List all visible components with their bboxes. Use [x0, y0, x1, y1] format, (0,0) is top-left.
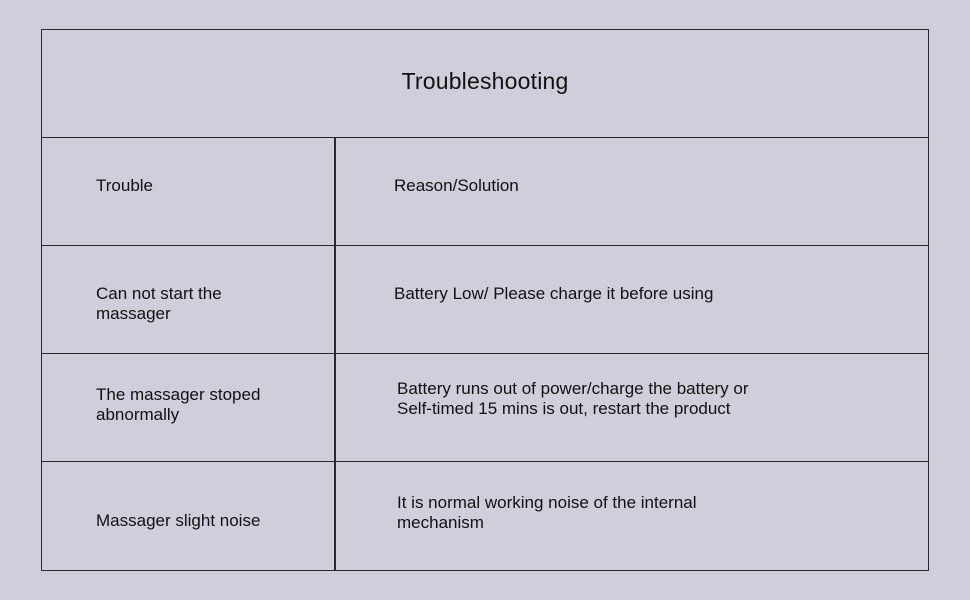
trouble-cell: The massager stoped abnormally [96, 385, 261, 424]
header-trouble: Trouble [96, 176, 154, 195]
troubleshooting-table [41, 29, 929, 571]
table-title: Troubleshooting [401, 68, 569, 94]
table-row [42, 246, 928, 354]
table-row [42, 462, 928, 570]
solution-cell: Battery runs out of power/charge the battery or Self-timed 15 mins is out, restart the product [397, 379, 749, 418]
header-solution: Reason/Solution [394, 176, 519, 195]
header-row [42, 138, 928, 246]
solution-cell: It is normal working noise of the internal mechanism [397, 493, 697, 532]
table-row [42, 354, 928, 462]
title-row [42, 30, 928, 138]
trouble-cell: Can not start the massager [96, 284, 222, 323]
solution-cell: Battery Low/ Please charge it before using [394, 284, 714, 303]
trouble-cell: Massager slight noise [96, 511, 261, 530]
